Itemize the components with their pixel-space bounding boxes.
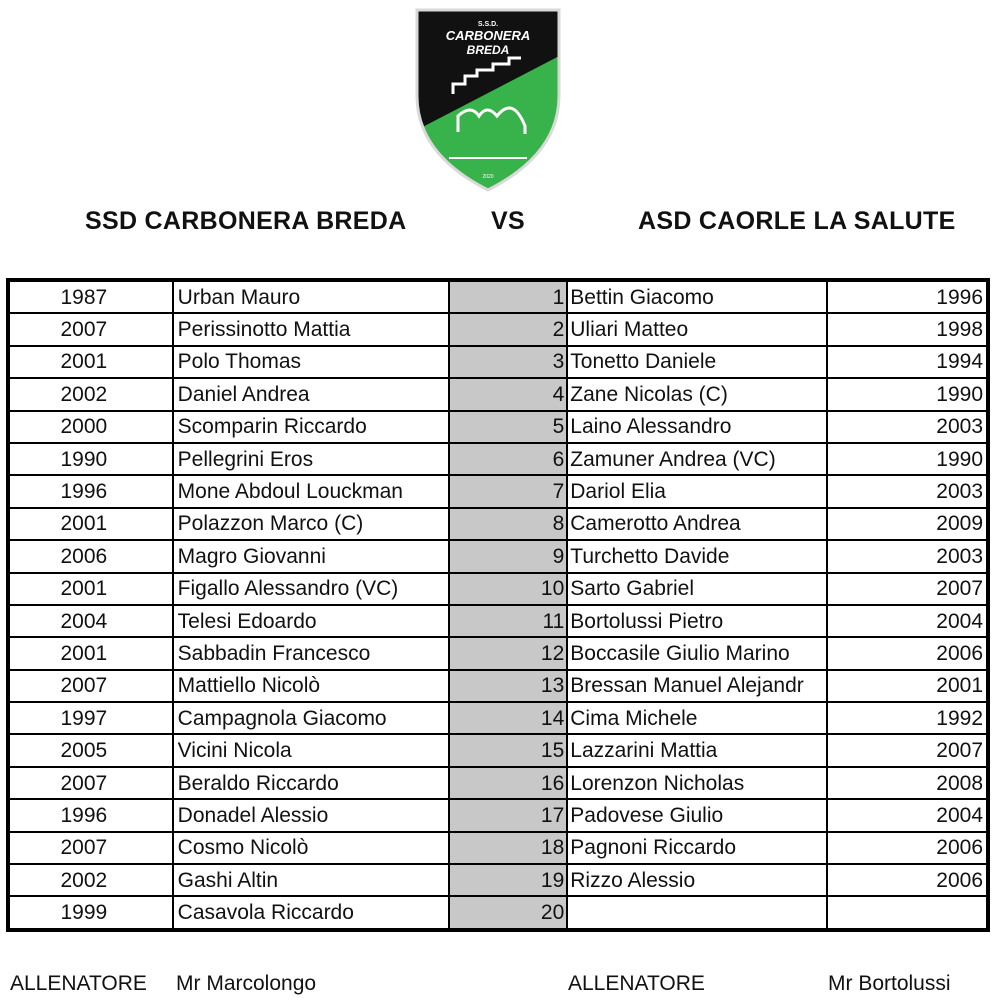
table-row [8,864,988,896]
logo-club-name: CARBONERA [445,28,531,43]
home-birth-year: 2007 [8,670,173,702]
home-birth-year: 2004 [8,605,173,637]
away-team-title: ASD CAORLE LA SALUTE [638,207,956,235]
shirt-number: 20 [449,896,567,929]
lineup-table [6,278,990,932]
away-player-name: Lazzarini Mattia [567,734,827,766]
shirt-number: 14 [449,702,567,734]
away-player-name: Tonetto Daniele [567,346,827,378]
away-birth-year: 2004 [827,605,988,637]
away-player-name: Bressan Manuel Alejandr [567,670,827,702]
home-player-name: Vicini Nicola [173,734,449,766]
home-birth-year: 2001 [8,573,173,605]
vs-label: VS [491,207,525,235]
away-player-name: Uliari Matteo [567,313,827,345]
table-row [8,378,988,410]
shirt-number: 17 [449,799,567,831]
home-player-name: Telesi Edoardo [173,605,449,637]
home-birth-year: 2006 [8,540,173,572]
home-player-name: Figallo Alessandro (VC) [173,573,449,605]
away-player-name: Cima Michele [567,702,827,734]
away-player-name: Padovese Giulio [567,799,827,831]
home-birth-year: 2000 [8,411,173,443]
away-player-name: Laino Alessandro [567,411,827,443]
logo-year: 2020 [482,174,494,180]
home-player-name: Polo Thomas [173,346,449,378]
home-player-name: Gashi Altin [173,864,449,896]
home-player-name: Perissinotto Mattia [173,313,449,345]
home-birth-year: 1990 [8,443,173,475]
away-birth-year: 2003 [827,475,988,507]
home-birth-year: 2002 [8,378,173,410]
table-row [8,475,988,507]
home-birth-year: 2001 [8,508,173,540]
away-birth-year: 1996 [827,280,988,313]
away-player-name: Zamuner Andrea (VC) [567,443,827,475]
table-row [8,280,988,313]
home-birth-year: 2001 [8,346,173,378]
home-birth-year: 2001 [8,637,173,669]
away-birth-year: 2006 [827,864,988,896]
home-birth-year: 1999 [8,896,173,929]
table-row [8,540,988,572]
home-player-name: Cosmo Nicolò [173,832,449,864]
shirt-number: 16 [449,767,567,799]
table-row [8,702,988,734]
home-birth-year: 1987 [8,280,173,313]
shirt-number: 13 [449,670,567,702]
home-birth-year: 1996 [8,799,173,831]
home-player-name: Sabbadin Francesco [173,637,449,669]
home-birth-year: 1996 [8,475,173,507]
table-row [8,799,988,831]
shirt-number: 4 [449,378,567,410]
shirt-number: 9 [449,540,567,572]
shirt-number: 5 [449,411,567,443]
away-player-name: Bortolussi Pietro [567,605,827,637]
table-row [8,573,988,605]
table-row [8,670,988,702]
home-player-name: Campagnola Giacomo [173,702,449,734]
away-player-name: Bettin Giacomo [567,280,827,313]
away-birth-year: 2009 [827,508,988,540]
shirt-number: 3 [449,346,567,378]
shirt-number: 7 [449,475,567,507]
away-player-name: Camerotto Andrea [567,508,827,540]
shirt-number: 8 [449,508,567,540]
away-birth-year: 2006 [827,832,988,864]
logo-club-name-2: BREDA [466,43,510,57]
home-coach-name: Mr Marcolongo [176,972,317,995]
table-row [8,411,988,443]
logo-small-text: S.S.D. [477,21,499,28]
home-coach-label: ALLENATORE [10,972,147,995]
shirt-number: 12 [449,637,567,669]
home-player-name: Scomparin Riccardo [173,411,449,443]
away-birth-year: 2003 [827,411,988,443]
away-birth-year: 1992 [827,702,988,734]
table-row [8,605,988,637]
away-birth-year: 2001 [827,670,988,702]
table-row [8,443,988,475]
home-player-name: Daniel Andrea [173,378,449,410]
table-row [8,896,988,929]
away-birth-year: 2006 [827,637,988,669]
away-player-name: Turchetto Davide [567,540,827,572]
away-player-name: Sarto Gabriel [567,573,827,605]
shirt-number: 1 [449,280,567,313]
home-team-title: SSD CARBONERA BREDA [85,207,407,235]
away-birth-year: 1990 [827,443,988,475]
home-birth-year: 2007 [8,313,173,345]
home-player-name: Magro Giovanni [173,540,449,572]
away-birth-year: 2007 [827,734,988,766]
away-birth-year: 2007 [827,573,988,605]
away-player-name: Dariol Elia [567,475,827,507]
shirt-number: 19 [449,864,567,896]
table-row [8,313,988,345]
club-crest-logo [413,4,563,192]
table-row [8,637,988,669]
home-player-name: Polazzon Marco (C) [173,508,449,540]
home-player-name: Casavola Riccardo [173,896,449,929]
away-player-name: Zane Nicolas (C) [567,378,827,410]
home-birth-year: 2002 [8,864,173,896]
away-birth-year: 2004 [827,799,988,831]
shirt-number: 11 [449,605,567,637]
home-birth-year: 2007 [8,832,173,864]
away-player-name: Pagnoni Riccardo [567,832,827,864]
away-birth-year: 1994 [827,346,988,378]
home-player-name: Donadel Alessio [173,799,449,831]
away-coach-name: Mr Bortolussi [828,972,951,995]
home-birth-year: 2007 [8,767,173,799]
table-row [8,832,988,864]
table-row [8,734,988,766]
away-player-name: Boccasile Giulio Marino [567,637,827,669]
home-player-name: Pellegrini Eros [173,443,449,475]
away-birth-year: 2003 [827,540,988,572]
away-coach-label: ALLENATORE [568,972,705,995]
away-player-name: Rizzo Alessio [567,864,827,896]
home-player-name: Mone Abdoul Louckman [173,475,449,507]
away-player-name [567,896,827,929]
away-player-name: Lorenzon Nicholas [567,767,827,799]
home-player-name: Urban Mauro [173,280,449,313]
away-birth-year: 2008 [827,767,988,799]
home-player-name: Mattiello Nicolò [173,670,449,702]
table-row [8,346,988,378]
away-birth-year: 1998 [827,313,988,345]
shirt-number: 10 [449,573,567,605]
home-birth-year: 2005 [8,734,173,766]
home-player-name: Beraldo Riccardo [173,767,449,799]
shirt-number: 2 [449,313,567,345]
shirt-number: 18 [449,832,567,864]
away-birth-year: 1990 [827,378,988,410]
table-row [8,767,988,799]
away-birth-year [827,896,988,929]
table-row [8,508,988,540]
shirt-number: 6 [449,443,567,475]
shirt-number: 15 [449,734,567,766]
home-birth-year: 1997 [8,702,173,734]
